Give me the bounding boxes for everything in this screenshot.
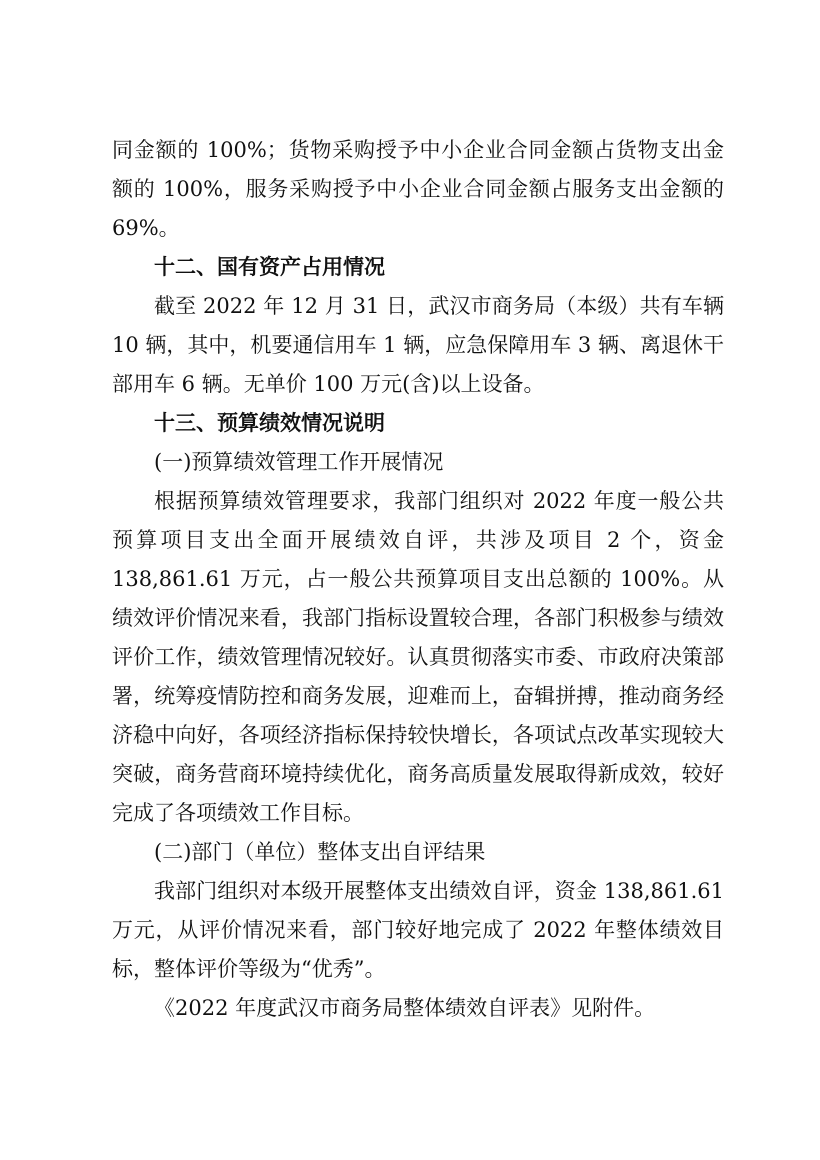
paragraph-procurement-continuation: 同金额的 100%；货物采购授予中小企业合同金额占货物支出金额的 100%，服务采购授予中小企业合同金额占服务支出金额的 69%。 (112, 138, 724, 240)
subheading-performance-management: (一)预算绩效管理工作开展情况 (154, 450, 444, 474)
document-body (112, 131, 724, 1028)
section-heading-budget-performance: 十三、预算绩效情况说明 (154, 411, 385, 435)
subheading-overall-expenditure: (二)部门（单位）整体支出自评结果 (154, 840, 486, 864)
section-heading-state-assets: 十二、国有资产占用情况 (154, 255, 385, 279)
paragraph-state-assets: 截至 2022 年 12 月 31 日，武汉市商务局（本级）共有车辆 10 辆，其中，机要通信用车 1 辆，应急保障用车 3 辆、离退休干部用车 6 辆。无单价 100 万元(含)以上设备。 (112, 294, 724, 396)
paragraph-overall-expenditure: 我部门组织对本级开展整体支出绩效自评，资金 138,861.61 万元，从评价情况来看，部门较好地完成了 2022 年整体绩效目标，整体评价等级为“优秀”。 (112, 879, 724, 981)
paragraph-attachment-reference: 《2022 年度武汉市商务局整体绩效自评表》见附件。 (154, 996, 656, 1020)
paragraph-performance-management: 根据预算绩效管理要求，我部门组织对 2022 年度一般公共预算项目支出全面开展绩效自评，共涉及项目 2 个，资金 138,861.61 万元，占一般公共预算项目支出总额的 100%。从绩效评价情况来看，我部门指标设置较合理，各部门积极参与绩效评价工作，绩效管理情况较好。认真贯彻落实市委、市政府决策部署，统筹疫情防控和商务发展，迎难而上，奋辑拼搏，推动商务经济稳中向好，各项经济指标保持较快增长，各项试点改革实现较大突破，商务营商环境持续优化，商务高质量发展取得新成效，较好完成了各项绩效工作目标。 (112, 489, 724, 825)
